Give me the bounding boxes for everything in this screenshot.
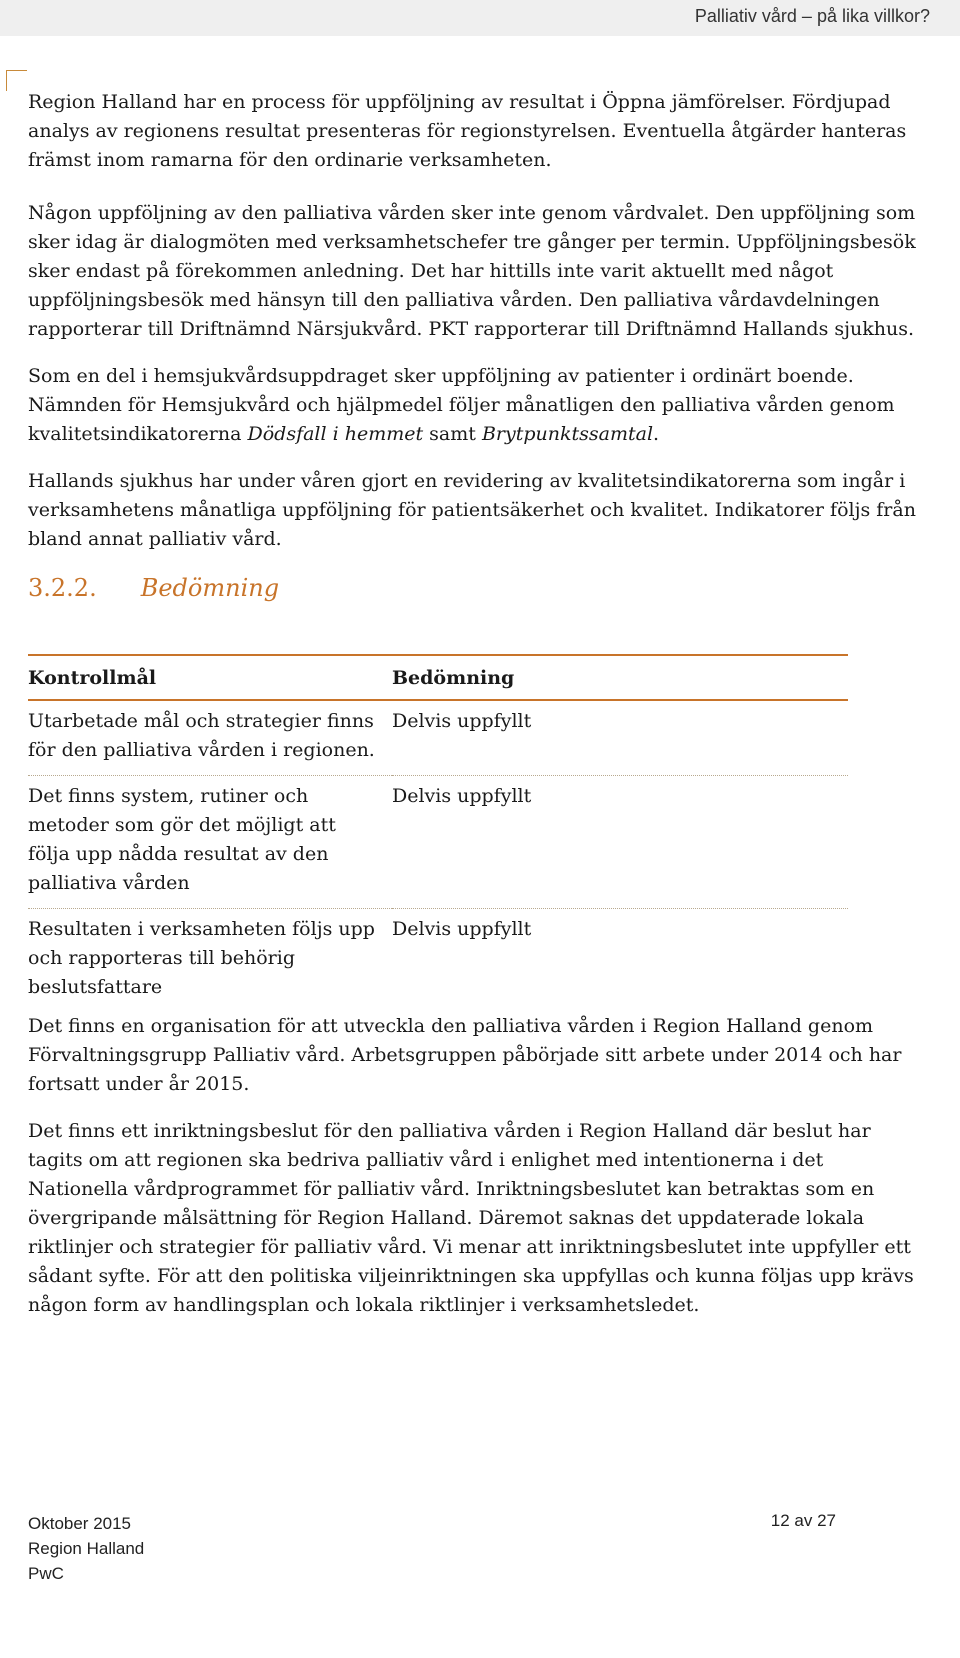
column-header-bedomning: Bedömning — [392, 655, 848, 700]
paragraph-2: Någon uppföljning av den palliativa vården sker inte genom vårdvalet. Den uppföljning som sker idag är dialogmöten med verksamhetschefer tre gånger per termin. Uppföljningsbesök sker endast på förekommen anledning. Det har hittills inte varit aktuellt med något uppföljningsbesök med hänsyn till den palliativa vården. Den palliativa vårdavdelningen rapporterar till Driftnämnd Närsjukvård. PKT rapporterar till Driftnämnd Hallands sjukhus. — [28, 202, 916, 340]
page-footer — [28, 1511, 144, 1586]
table-cell-kontrollmal: Resultaten i verksamheten följs upp och rapporteras till behörig beslutsfattare — [28, 918, 375, 998]
paragraph-3-emphasis-1: Dödsfall i hemmet — [247, 423, 424, 445]
column-header-kontrollmal: Kontrollmål — [28, 655, 392, 700]
page-number: 12 av 27 — [770, 1511, 836, 1530]
running-header-title: Palliativ vård – på lika villkor? — [694, 6, 930, 26]
paragraph-3-start: Som en del i hemsjukvårdsuppdraget sker uppföljning av patienter i ordinärt boende. Nämnden för Hemsjukvård och hjälpmedel följer månatligen den palliativa vården genom kvalitetsindikatorerna — [28, 365, 895, 445]
paragraph-5: Det finns en organisation för att utveckla den palliativa vården i Region Halland genom Förvaltningsgrupp Palliativ vård. Arbetsgruppen påbörjade sitt arbete under 2014 och har fortsatt under år 2015. — [28, 1015, 902, 1095]
paragraph-3-mid: samt — [423, 423, 482, 445]
table-cell-kontrollmal: Det finns system, rutiner och metoder som gör det möjligt att följa upp nådda resultat av den palliativa vården — [28, 776, 392, 909]
paragraph-3 — [28, 362, 923, 449]
table-row — [28, 909, 848, 1013]
footer-date: Oktober 2015 — [28, 1514, 132, 1533]
running-header — [0, 0, 960, 36]
section-heading — [28, 572, 923, 604]
section-title: Bedömning — [140, 574, 280, 602]
table-row — [28, 700, 848, 776]
table-header-row — [28, 655, 848, 700]
page-content — [28, 88, 923, 1338]
corner-mark — [6, 70, 27, 91]
paragraph-4: Hallands sjukhus har under våren gjort en revidering av kvalitetsindikatorerna som ingår i verksamhetens månatliga uppföljning för patientsäkerhet och kvalitet. Indikatorer följs från bland annat palliativ vård. — [28, 470, 916, 550]
paragraph-3-emphasis-2: Brytpunktssamtal — [481, 423, 654, 445]
footer-client: Region Halland — [28, 1539, 145, 1558]
table-cell-bedomning: Delvis uppfyllt — [392, 776, 848, 909]
section-number: 3.2.2. — [28, 574, 97, 602]
table-cell-kontrollmal: Utarbetade mål och strategier finns för den palliativa vården i regionen. — [28, 700, 392, 776]
table-cell-bedomning: Delvis uppfyllt — [392, 918, 532, 940]
footer-firm: PwC — [28, 1564, 64, 1583]
assessment-table — [28, 654, 848, 1012]
table-cell-bedomning: Delvis uppfyllt — [392, 700, 848, 776]
paragraph-6: Det finns ett inriktningsbeslut för den palliativa vården i Region Halland där beslut har tagits om att regionen ska bedriva palliativ vård i enlighet med intentionerna i det Nationella vårdprogrammet för palliativ vård. Inriktningsbeslutet kan betraktas som en övergripande målsättning för Region Halland. Däremot saknas det uppdaterade lokala riktlinjer och strategier för palliativ vård. Vi menar att inriktningsbeslutet inte uppfyller ett sådant syfte. För att den politiska viljeinriktningen ska uppfyllas och kunna följas upp krävs någon form av handlingsplan och lokala riktlinjer i verksamhetsledet. — [28, 1120, 914, 1316]
paragraph-1: Region Halland har en process för uppföljning av resultat i Öppna jämförelser. Fördjupad analys av regionens resultat presenteras för regionstyrelsen. Eventuella åtgärder hanteras främst inom ramarna för den ordinarie verksamheten. — [28, 91, 907, 171]
table-row — [28, 776, 848, 909]
paragraph-3-end: . — [653, 423, 660, 445]
